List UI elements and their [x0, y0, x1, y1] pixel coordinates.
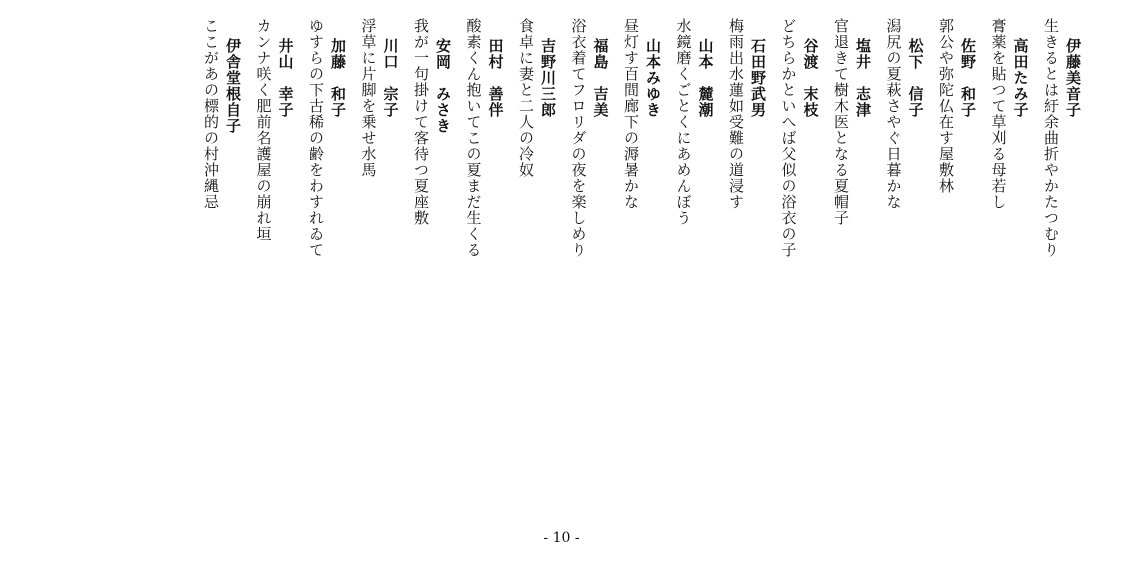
author-name: 吉野川三郎 [539, 38, 557, 118]
haiku-entry [254, 18, 296, 242]
haiku-entry [726, 18, 768, 210]
author-name: 安岡 みさき [434, 38, 452, 134]
haiku-entry [779, 18, 821, 258]
haiku-entry [464, 18, 506, 258]
haiku-text: 浴衣着てフロリダの夜を楽しめり [569, 18, 588, 258]
haiku-text: ここがあの標的の村沖縄忌 [202, 18, 220, 210]
haiku-entry [359, 18, 401, 178]
haiku-entry [621, 18, 663, 210]
haiku-entry [884, 18, 926, 210]
haiku-entry [831, 18, 873, 226]
haiku-text: 潟尻の夏萩さやぐ日暮かな [884, 18, 903, 210]
haiku-entry [674, 18, 716, 226]
author-name: 谷渡 末枝 [801, 38, 820, 118]
haiku-columns [191, 18, 1084, 258]
haiku-text: ゆすらの下古稀の齢をわすれゐて [307, 18, 325, 258]
author-name: 山本 麓潮 [696, 38, 715, 118]
haiku-text: 食卓に妻と二人の冷奴 [517, 18, 535, 178]
haiku-text: 郭公や弥陀仏在す屋敷林 [937, 18, 955, 194]
author-name: 伊藤美音子 [1064, 38, 1082, 118]
haiku-entry [306, 18, 348, 258]
haiku-text: カンナ咲く肥前名護屋の崩れ垣 [254, 18, 273, 242]
author-name: 伊舎堂根自子 [224, 38, 242, 134]
haiku-entry [569, 18, 611, 258]
author-name: 山本みゆき [644, 38, 662, 118]
haiku-text: 膏薬を貼つて草刈る母若し [989, 18, 1008, 210]
haiku-text: 我が一句掛けて客待つ夏座敷 [412, 18, 430, 226]
author-name: 松下 信子 [906, 38, 925, 118]
haiku-text: 官退きて樹木医となる夏帽子 [832, 18, 850, 226]
haiku-text: 生きるとは紆余曲折やかたつむり [1042, 18, 1060, 258]
author-name: 福島 吉美 [591, 38, 610, 118]
haiku-entry [201, 18, 243, 210]
page-number: - 10 - [543, 530, 580, 546]
haiku-text: 浮草に片脚を乗せ水馬 [359, 18, 378, 178]
author-name: 井山 幸子 [276, 38, 295, 118]
author-name: 田村 善伴 [486, 38, 505, 118]
author-name: 加藤 和子 [329, 38, 347, 118]
haiku-text: 酸素くん抱いてこの夏まだ生くる [464, 18, 483, 258]
haiku-entry [1041, 18, 1083, 258]
haiku-entry [516, 18, 558, 178]
author-name: 塩井 志津 [854, 38, 872, 118]
haiku-entry [989, 18, 1031, 210]
haiku-text: 昼灯す百間廊下の溽暑かな [622, 18, 640, 210]
haiku-text: 水鏡磨くごとくにあめんぼう [674, 18, 693, 226]
author-name: 石田野武男 [749, 38, 767, 118]
author-name: 川口 宗子 [381, 38, 400, 118]
haiku-entry [411, 18, 453, 226]
haiku-text: 梅雨出水蓮如受難の道浸す [727, 18, 745, 210]
haiku-text: どちらかといへば父似の浴衣の子 [779, 18, 798, 258]
haiku-entry [936, 18, 978, 194]
author-name: 高田たみ子 [1011, 38, 1030, 118]
author-name: 佐野 和子 [959, 38, 977, 118]
